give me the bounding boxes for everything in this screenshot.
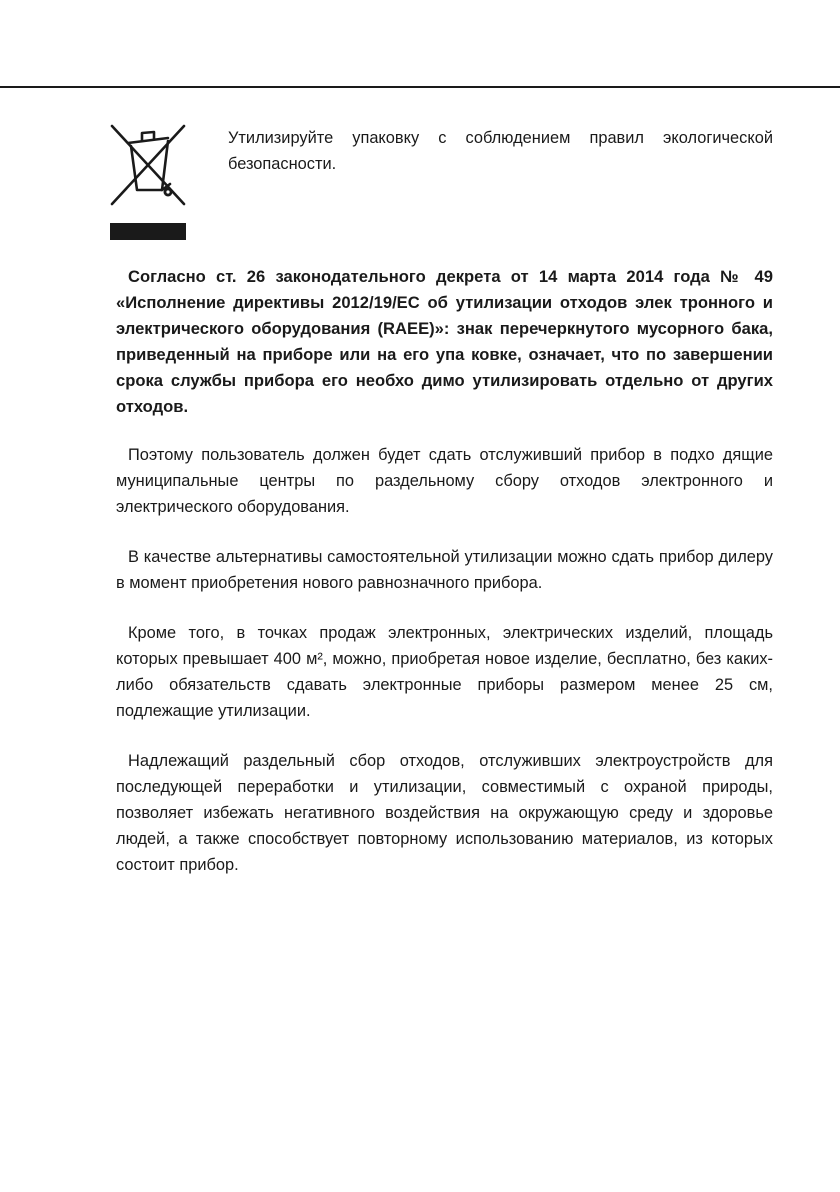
collection-centers-paragraph: Поэтому пользователь должен будет сдать отслуживший прибор в подхо дящие муниципальные центры по раздельному сбору отходов электронного и электрического оборудования. <box>116 446 773 516</box>
weee-bin-icon <box>104 118 190 242</box>
header-rule <box>0 86 840 88</box>
document-body <box>116 264 773 902</box>
packaging-disposal-note: Утилизируйте упаковку с соблюдением правил экологической безопасности. <box>228 129 773 173</box>
retail-return-paragraph: Кроме того, в точках продаж электронных, электрических изделий, площадь которых превышает 400 м², можно, приобретая новое изделие, бесплатно, без каких-либо обязательств сдавать электронные приборы размером менее 25 см, подлежащие утилизации. <box>116 624 773 720</box>
dealer-return-paragraph: В качестве альтернативы самостоятельной утилизации можно сдать прибор дилеру в момент приобретения нового равнозначного прибора. <box>116 548 773 592</box>
environmental-benefit-paragraph: Надлежащий раздельный сбор отходов, отслуживших электроустройств для последующей переработки и утилизации, совместимый с охраной природы, позволяет избежать негативного воздействия на окружающую среду и здоровье людей, а также способствует повторному использованию материалов, из которых состоит прибор. <box>116 752 773 874</box>
legal-notice-paragraph: Согласно ст. 26 законодательного декрета от 14 марта 2014 года № 49 «Исполнение директивы 2012/19/EC об утилизации отходов элек тронного и электрического оборудования (RAEE)»: знак перечеркнутого мусорного бака, приведенный на приборе или на его упа ковке, означает, что по завершении срока службы прибора его необхо димо утилизировать отдельно от других отходов. <box>116 267 773 416</box>
